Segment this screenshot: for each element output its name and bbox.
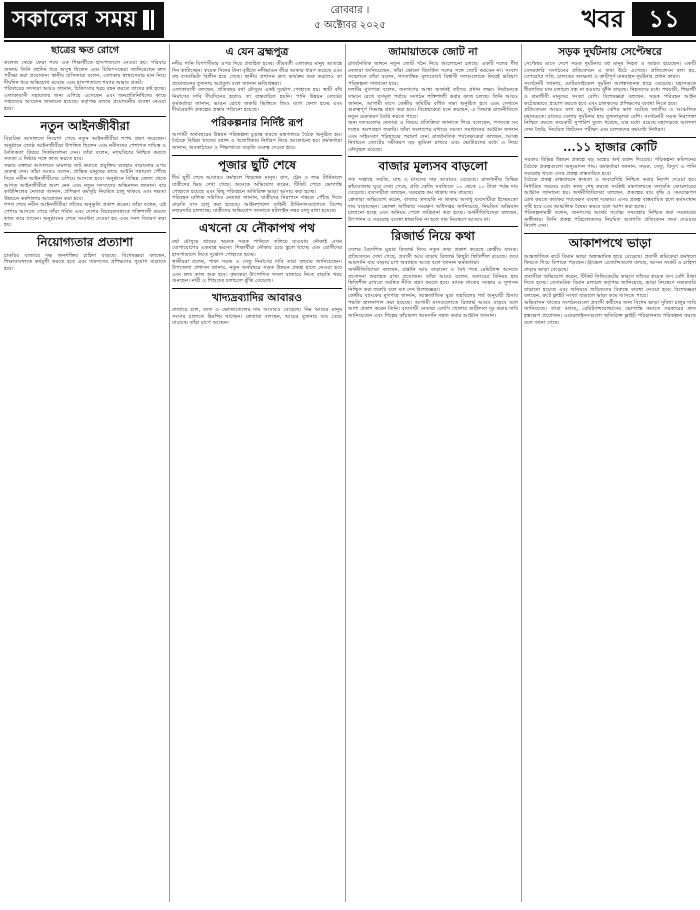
column-4: [524, 44, 696, 902]
column-divider: [521, 44, 522, 902]
masthead: [4, 0, 696, 42]
article-body: প্রতিবেদনে আরও বলা হয়, দুর্ঘটনার বেশির ভাগ ঘটেছে জাতীয় ও আঞ্চলিক মহাসড়কে। রাতের বেলায় দুর্ঘটনার হার তুলনামূলক বেশি। সংগঠনটি সড়ক নিরাপত্তা নিশ্চিত করতে কয়েকটি সুপারিশ তুলে ধরেছে, যার মধ্যে রয়েছে মহাসড়কে আলাদা লেন তৈরি, নিয়মিত ফিটনেস পরীক্ষা এবং চালকদের কর্মঘণ্টা নির্ধারণ।: [524, 107, 696, 133]
logo-bar-icon: [143, 10, 149, 30]
article-body: সরকার বিভিন্ন উন্নয়ন প্রকল্পে বড় অঙ্কের অর্থ বরাদ্দ দিয়েছে। পরিকল্পনা কমিশনের বৈঠকে প্রকল্পগুলো অনুমোদন পায়। কর্মকর্তারা জানান, সড়ক, সেতু, বিদ্যুৎ ও পানি সরবরাহ খাতে এসব প্রকল্প বাস্তবায়িত হবে।: [524, 157, 696, 177]
article-body: পরিবারের সদস্যরা আরও জানান, চিকিৎসার খরচ বহন করতে তাদের কষ্ট হচ্ছে। এলাকাবাসী সহায়তার জন্য এগিয়ে এসেছেন এবং জনপ্রতিনিধিদের কাছে সাহায্যের আবেদন জানানো হয়েছে। কর্তৃপক্ষ বলছে প্রয়োজনীয় ব্যবস্থা নেওয়া হবে।: [4, 86, 166, 113]
date-full: ৫ অক্টোবর ২০২৫: [314, 20, 386, 31]
article-body: অর্থনীতিবিদেরা বলছেন, রপ্তানি আয় বাড়ানো ও বৈধ পথে রেমিট্যান্স আনতে প্রণোদনা অব্যাহত রাখা প্রয়োজন। তাঁরা আরও বলেন, ডলারের বিনিময় হার স্থিতিশীল রাখতে সমন্বিত নীতি গ্রহণ করতে হবে। ব্যাংক খাতের সংস্কার ও সুশাসন নিশ্চিত করা জরুরি বলে মত দেন বিশেষজ্ঞরা।: [348, 266, 518, 293]
article-market-prices: [348, 160, 518, 223]
section-rule: [348, 156, 518, 157]
column-3: [348, 44, 518, 902]
article-body: কেন্দ্রীয় ব্যাংকের মুখপাত্র জানান, আন্তর্জাতিক মুদ্রা তহবিলের শর্ত অনুযায়ী হিসাব পদ্ধতি হালনাগাদ করা হয়েছে। আগামী মাসগুলোতে রিজার্ভ আরও বাড়বে বলে আশা প্রকাশ করেন তিনি। ব্যবসায়ী নেতারা এলসি খোলার জটিলতা দূর করার দাবি জানিয়েছেন এবং শিল্পের কাঁচামাল আমদানি সহজ করার আহ্বান জানান।: [348, 293, 518, 320]
column-divider: [169, 44, 170, 902]
article-headline: রিজার্ভ নিয়ে কথা: [391, 229, 475, 244]
article-body: আগামী অর্থবছরের উন্নয়ন পরিকল্পনা চূড়ান্ত করতে মন্ত্রণালয়ে বৈঠক অনুষ্ঠিত হয়। বৈঠকে বিভিন্ন খাতের বরাদ্দ ও অগ্রাধিকার নির্ধারণ নিয়ে আলোচনা হয়। কর্মকর্তারা জানান, অবকাঠামো ও শিক্ষাখাতে বাড়তি গুরুত্ব দেওয়া হবে।: [172, 131, 342, 152]
section-rule: [348, 226, 518, 227]
section-rule: [4, 232, 166, 233]
article-road-accidents: [524, 46, 696, 134]
article-reserve: [348, 230, 518, 319]
article-headline: ...১১ হাজার কোটি: [563, 139, 657, 154]
article-eleven-thousand-crore: [524, 141, 696, 230]
article-body: শপথ শেষে নবীন আইনজীবীরা তাঁদের অনুভূতি প্রকাশ করেন। তাঁরা বলেন, এই পেশায় আসতে পেরে তাঁরা গর্বিত এবং দেশের বিচারব্যবস্থাকে শক্তিশালী করতে কাজ করে যাবেন। অনুষ্ঠানের শেষে সংবর্ধনা দেওয়া হয় এবং সনদ বিতরণ করা হয়।: [4, 202, 166, 229]
article-headline: আকাশপথে ভাড়া: [568, 235, 652, 250]
article-headline: এ যেন ব্রহ্মপুত্র: [225, 46, 289, 58]
article-air-fare: [524, 237, 696, 326]
article-body: বাজারে চাল, ডাল ও ভোজ্যতেলের দাম আবারও বেড়েছে। নিম্ন আয়ের মানুষ সংসার চালাতে হিমশিম খাচ্ছেন। ক্রেতারা বলছেন, আয়ের তুলনায় ব্যয় বেড়ে যাওয়ায় তাঁরা চাপে আছেন।: [172, 307, 342, 327]
article-body: নদীর পানি বিপৎসীমার ওপর দিয়ে প্রবাহিত হচ্ছে। তীরবর্তী এলাকার মানুষ আতঙ্কে দিন কাটাচ্ছেন। কয়েক দিনের টানা বৃষ্টিতে নদীভাঙন তীব্র আকার ধারণ করেছে এবং বহু বসতভিটা বিলীন হয়ে গেছে। স্থানীয় প্রশাসন ত্রাণ কার্যক্রম শুরু করলেও তা প্রয়োজনের তুলনায় অপ্রতুল বলে জানান ক্ষতিগ্রস্তরা।: [172, 61, 342, 87]
article-body: চাকরির বাজারে দক্ষ জনশক্তির চাহিদা বাড়ছে। বিশেষজ্ঞরা বলছেন, শিক্ষাব্যবস্থাকে কর্মমুখী করতে হবে এবং তরুণদের প্রশিক্ষণের সুযোগ বাড়াতে হবে।: [4, 252, 166, 272]
column-divider: [345, 44, 346, 902]
section-rule: [524, 137, 696, 138]
article-body: প্রবাসীরা অভিযোগ করেন, টিকিট সিন্ডিকেটের কারণে তাঁদের কয়েক গুণ বেশি টাকা দিতে হচ্ছে। বেসামরিক বিমান চলাচল কর্তৃপক্ষ জানিয়েছে, ভাড়া নিয়ন্ত্রণে নজরদারি বাড়ানো হয়েছে এবং অনিয়মে জড়িতদের বিরুদ্ধে ব্যবস্থা নেওয়া হবে। বিশেষজ্ঞরা বলছেন, রুটে ফ্লাইট সংখ্যা বাড়ালে ভাড়া কমে আসতে পারে।: [524, 273, 696, 300]
article-body: পরিবহন মালিক সমিতির নেতারা জানান, যাত্রীদের নিরাপদে গন্তব্যে পৌঁছে দিতে বাড়তি বাস চালু করা হয়েছে। আইনশৃঙ্খলা বাহিনী টার্মিনালগুলোতে বিশেষ নজরদারি চালাচ্ছে। যাত্রীদের অভিযোগ জানাতে হটলাইন নম্বর চালু রাখা হয়েছে।: [172, 195, 342, 215]
article-headline: জামায়াতকে জোট না: [388, 46, 478, 58]
article-body: কলেজ থেকে ফেরা পথে এক শিক্ষার্থীকে হাসপাতালে নেওয়া হয়। পরিবার জানায় তিনি বহুদিন ধরে অসুস্থ ছিলেন এবং চিকিৎসকেরা জানিয়েছেন দ্রুত পরীক্ষা করা প্রয়োজন। স্থানীয় বাসিন্দারা বলেন, এলাকায় স্বাস্থ্যসেবার মান নিয়ে দীর্ঘদিন ধরে অভিযোগ রয়েছে এবং হাসপাতালে শয্যার অভাব প্রকট।: [4, 59, 166, 86]
section-rule: [4, 116, 166, 117]
article-body: স্থানীয়রা বলেন, পাকা সড়ক ও সেতু নির্মাণের দাবি তারা বহুবার জানিয়েছেন। উপজেলা প্রশাসন জানায়, নতুন অর্থবছরে সড়ক উন্নয়ন প্রকল্প হাতে নেওয়া হবে এবং দ্রুত কাজ শুরু হবে। কৃষকেরা উৎপাদিত ফসল বাজারে নিতে বাড়তি খরচ গুনছেন। নারী ও শিশুদের চলাচলে ঝুঁকি বেড়েছে।: [172, 258, 342, 285]
section-rule: [172, 218, 342, 219]
article-body: বর্ষা মৌসুমে গ্রামের অনেক সড়ক পানিতে তলিয়ে যাওয়ায় নৌকাই এখন যোগাযোগের একমাত্র ভরসা। শিক্ষার্থীরা নৌকায় চড়ে স্কুলে যাচ্ছে এবং রোগীদের হাসপাতালে নিতে দুর্ভোগ পোহাতে হচ্ছে।: [172, 238, 342, 258]
article-headline: এখনো যে নৌকাপথ পথ: [199, 221, 315, 236]
date-day: রোববার ।: [330, 5, 370, 16]
article-headline: বাজার মূল্যসব বাড়লো: [378, 159, 488, 174]
article-headline: সড়ক দুর্ঘটনায় সেপ্টেম্বরে: [558, 46, 662, 58]
article-student-illness: [4, 46, 166, 113]
newspaper-logo: [4, 2, 164, 38]
article-body: পরিকল্পনামন্ত্রী বলেন, জনগণের অর্থের সর্বোচ্চ সদ্ব্যবহার নিশ্চিত করা সরকারের অঙ্গীকার। তিনি প্রকল্প পরিচালকদের নিয়মিত অগ্রগতি প্রতিবেদন জমা দেওয়ার নির্দেশ দেন।: [524, 210, 696, 230]
article-headline: ছাত্রের ক্ষত রোগে: [51, 45, 119, 56]
article-body: ক্রেতারা অভিযোগ করেন, বাজার তদারকি না থাকায় অসাধু ব্যবসায়ীরা ইচ্ছেমতো দাম বাড়াচ্ছেন। ভোক্তা অধিকার সংরক্ষণ অধিদপ্তর জানিয়েছে, নিয়মিত অভিযান চালানো হচ্ছে এবং অনিয়ম পেলে জরিমানা করা হচ্ছে। অর্থনীতিবিদেরা বলছেন, উৎপাদন ও সরবরাহ ব্যবস্থা স্বাভাবিক না হলে দাম নিয়ন্ত্রণে আসবে না।: [348, 196, 518, 223]
column-1: [4, 44, 166, 902]
article-body: দলটির মুখপাত্র বলেন, জনগণের আস্থা অর্জনই তাঁদের প্রধান লক্ষ্য। নির্বাচনকে সামনে রেখে তৃণমূল পর্যায়ে সংগঠন শক্তিশালী করার কাজ চলছে। তিনি আরও জানান, আগামী মাসে কেন্দ্রীয় কমিটির বর্ধিত সভা অনুষ্ঠিত হবে এবং সেখানে গুরুত্বপূর্ণ সিদ্ধান্ত গ্রহণ করা হবে। বিশ্লেষকেরা মনে করছেন, এ সিদ্ধান্ত রাজনীতিতে নতুন মেরুকরণ তৈরি করতে পারে।: [348, 87, 518, 120]
article-body: দীর্ঘ ছুটি শেষে আবারও কর্মস্থলে ফিরছেন মানুষ। বাস, ট্রেন ও লঞ্চ টার্মিনালে যাত্রীদের ভিড় দেখা গেছে। অনেকে অভিযোগ করেন, টিকিট পেতে ভোগান্তি পোহাতে হয়েছে এবং কিছু পরিবহনে অতিরিক্ত ভাড়া আদায় করা হচ্ছে।: [172, 175, 342, 195]
section-rule: [172, 155, 342, 156]
article-brahmaputra: [172, 46, 342, 114]
logo-bar-icon: [151, 10, 154, 30]
article-boat-route: [172, 222, 342, 285]
article-body: সংগঠনটি জানায়, মোটরসাইকেল দুর্ঘটনা আশঙ্কাজনক হারে বেড়েছে। মহাসড়কে ধীরগতির যান চলাচল বন্ধ না হওয়ায় ঝুঁকি বাড়ছে। নিহতদের মধ্যে পথচারী, শিক্ষার্থী ও শ্রমজীবী মানুষের সংখ্যা বেশি। বিশেষজ্ঞরা বলছেন, সড়ক পরিবহন আইন কঠোরভাবে প্রয়োগ করতে হবে এবং চালকদের প্রশিক্ষণের ব্যবস্থা নিতে হবে।: [524, 80, 696, 107]
article-headline: পূজার ছুটি শেষে: [218, 157, 296, 172]
article-body: বৈঠকে প্রকল্প বাস্তবায়নে স্বচ্ছতা ও জবাবদিহি নিশ্চিত করার নির্দেশ দেওয়া হয়। নির্ধারিত সময়ের মধ্যে কাজ শেষ করতে সংশ্লিষ্ট মন্ত্রণালয়কে তদারকি জোরদারের আহ্বান জানানো হয়। অর্থনীতিবিদেরা বলছেন, প্রকল্পের ব্যয় বৃদ্ধি ও সময়ক্ষেপণ রোধ করতে কার্যকর পর্যবেক্ষণ ব্যবস্থা দরকার। এসব প্রকল্প বাস্তবায়িত হলে কর্মসংস্থান সৃষ্টি হবে এবং আঞ্চলিক বৈষম্য কমবে বলে আশা করা হচ্ছে।: [524, 177, 696, 210]
dateline: [314, 3, 386, 33]
article-alliance: [348, 46, 518, 153]
article-plan: [172, 117, 342, 152]
article-employability: [4, 236, 166, 273]
article-body: দেশের বৈদেশিক মুদ্রার রিজার্ভ নিয়ে নতুন তথ্য প্রকাশ করেছে কেন্দ্রীয় ব্যাংক। প্রতিবেদনে দেখা গেছে, প্রবাসী আয় বাড়ায় রিজার্ভ কিছুটা স্থিতিশীল রয়েছে। তবে আমদানি ব্যয় বাড়ায় চাপ অব্যাহত আছে বলে জানান কর্মকর্তারা।: [348, 247, 518, 267]
article-headline: খাদ্যদ্রব্যাদির আবারও: [211, 291, 302, 304]
article-puja-holiday: [172, 159, 342, 215]
article-body: আন্তর্জাতিক রুটে বিমান ভাড়া অস্বাভাবিক হারে বেড়েছে। প্রবাসী শ্রমিকেরা কর্মস্থলে ফিরতে গিয়ে বিপাকে পড়ছেন। ট্রাভেল এজেন্সিগুলো বলছে, আসন সংকট ও চাহিদা বাড়ায় ভাড়া বেড়েছে।: [524, 253, 696, 273]
article-headline: নিয়োগ্যতার প্রত্যাশা: [36, 234, 134, 249]
section-title: খবর: [581, 4, 624, 33]
article-body: সেপ্টেম্বর মাসে দেশে সড়ক দুর্ঘটনায় বহু মানুষ নিহত ও আহত হয়েছেন। একটি বেসরকারি সংগঠনের প্রতিবেদনে এ তথ্য উঠে এসেছে। প্রতিবেদনে বলা হয়, বেপরোয়া গতি, চালকের অদক্ষতা ও ত্রুটিপূর্ণ যানবাহন দুর্ঘটনার প্রধান কারণ।: [524, 61, 696, 81]
article-body: বিচারিক আদালতে নিয়োগ পেয়ে নতুন আইনজীবীরা শপথ গ্রহণ করেছেন। অনুষ্ঠানে জ্যেষ্ঠ আইনজীবীরা উপস্থিত ছিলেন এবং নবীনদের পেশাগত দায়িত্ব ও নৈতিকতা বিষয়ে দিকনির্দেশনা দেন। তাঁরা বলেন, ন্যায়বিচার নিশ্চিত করতে সততা ও নিষ্ঠার সঙ্গে কাজ করতে হবে।: [4, 136, 166, 163]
article-body: রাজনৈতিক অঙ্গনে নতুন জোট গঠন নিয়ে আলোচনা চলছে। একটি দলের শীর্ষ নেতারা জানিয়েছেন, তাঁরা কোনো বিতর্কিত দলের সঙ্গে জোট করবেন না। সংবাদ সম্মেলনে তাঁরা বলেন, গণতান্ত্রিক মূল্যবোধে বিশ্বাসী দলগুলোকে নিয়েই ভবিষ্যৎ পরিকল্পনা সাজানো হবে।: [348, 61, 518, 87]
section-rule: [524, 233, 696, 234]
article-body: গত সপ্তাহে সবজি, মাছ ও মাংসের দাম আবারও বেড়েছে। রাজধানীর বিভিন্ন কাঁচাবাজার ঘুরে দেখা গেছে, প্রতি কেজি সবজিতে ১০ থেকে ২০ টাকা পর্যন্ত দাম বেড়েছে। ব্যবসায়ীরা বলছেন, সরবরাহ কম থাকায় দাম বাড়ছে।: [348, 177, 518, 197]
article-body: অভিবাসন খাতের সংগঠনগুলো প্রবাসী কর্মীদের জন্য বিশেষ ভাড়া সুবিধা চালুর দাবি জানিয়েছে। তারা বলছে, রেমিট্যান্সযোদ্ধাদের ভোগান্তি কমাতে সরকারের দ্রুত হস্তক্ষেপ প্রয়োজন। এয়ারলাইনসগুলো অতিরিক্ত ফ্লাইট পরিচালনার পরিকল্পনা করছে বলে জানা গেছে।: [524, 299, 696, 326]
section-rule: [172, 288, 342, 289]
article-headline: পরিকল্পনার নির্দিষ্ট রূপ: [210, 116, 303, 129]
article-headline: নতুন আইনজীবীরা: [40, 118, 130, 133]
article-food-prices: [172, 292, 342, 327]
article-body: অন্য দলগুলোর নেতারা এ বিষয়ে প্রতিক্রিয়া জানাতে গিয়ে বলেছেন, গণতন্ত্রে সব দলের অংশগ্রহণ জরুরি। তাঁরা সংলাপের মাধ্যমে সমস্যা সমাধানের আহ্বান জানান এবং সহিংসতা পরিহারের পরামর্শ দেন। রাজনৈতিক পর্যবেক্ষকেরা বলছেন, আসন্ন নির্বাচনে জোটের সমীকরণ বড় ভূমিকা রাখবে এবং ভোটারদের মধ্যে এ নিয়ে কৌতূহল রয়েছে।: [348, 120, 518, 153]
article-new-lawyers: [4, 120, 166, 229]
article-body: সভায় বক্তারা আদালতে মামলার জট কমাতে প্রযুক্তির ব্যবহার বাড়ানোর ওপর গুরুত্ব দেন। তাঁরা আরও বলেন, প্রান্তিক মানুষের কাছে আইনি সহায়তা পৌঁছে দিতে নবীন আইনজীবীদের এগিয়ে আসতে হবে। অনুষ্ঠানে বিভিন্ন জেলা থেকে আগত আইনজীবীরা অংশ নেন এবং নতুন সদস্যদের অভিনন্দন জানান। বার কাউন্সিলের নেতারা জানান, প্রশিক্ষণ কর্মসূচি নিয়মিত চালু থাকবে এবং দক্ষতা উন্নয়নে কর্মশালার আয়োজন করা হবে।: [4, 162, 166, 202]
page-number: ১১: [632, 2, 696, 36]
columns: [4, 44, 696, 902]
article-body: এলাকাবাসী বলছেন, প্রতিবছর বর্ষা মৌসুমে একই দুর্ভোগ পোহাতে হয়। স্থায়ী বাঁধ নির্মাণের দাবি দীর্ঘদিনের হলেও তা বাস্তবায়িত হয়নি। পানি উন্নয়ন বোর্ডের কর্মকর্তারা জানান, ভাঙন রোধে জরুরি ভিত্তিতে জিও ব্যাগ ফেলা হচ্ছে এবং দীর্ঘমেয়াদি প্রকল্পের প্রস্তাব পাঠানো হয়েছে।: [172, 87, 342, 114]
column-2: [172, 44, 342, 902]
logo-text: সকালের সময়: [12, 6, 138, 32]
